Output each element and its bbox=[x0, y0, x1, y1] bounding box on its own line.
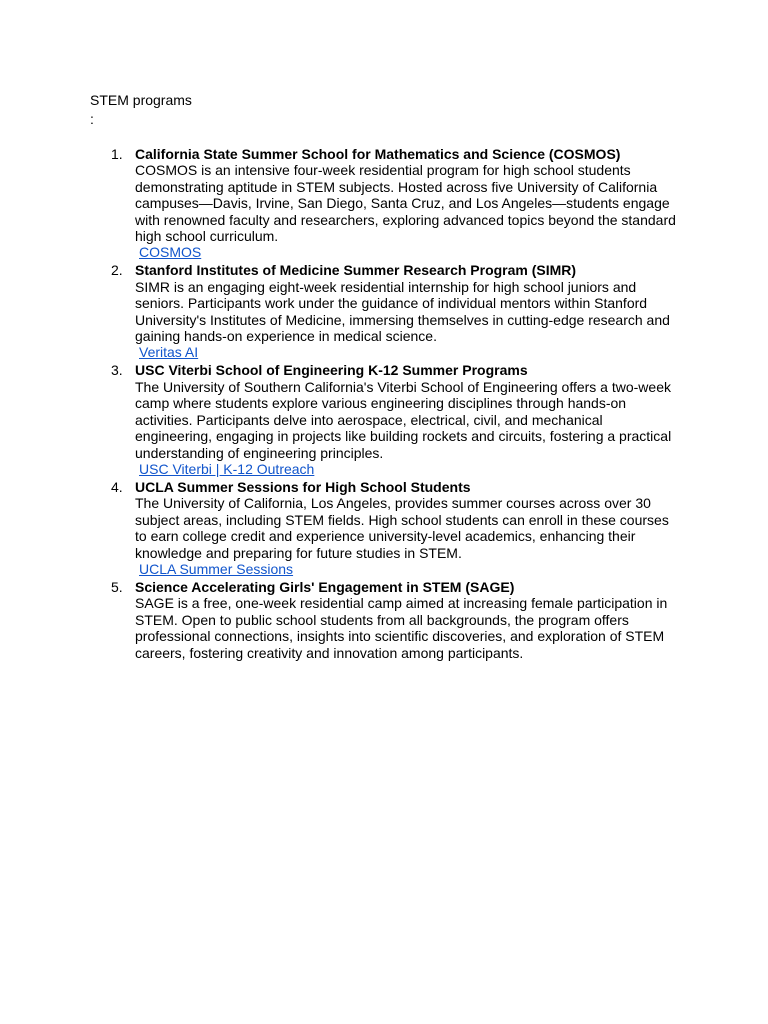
list-item-number: 4. bbox=[111, 478, 123, 495]
list-item bbox=[111, 146, 680, 262]
program-title: UCLA Summer Sessions for High School Students bbox=[135, 478, 471, 495]
list-item-number: 3. bbox=[111, 362, 123, 379]
program-title: Stanford Institutes of Medicine Summer Research Program (SIMR) bbox=[135, 262, 577, 279]
program-link[interactable]: UCLA Summer Sessions bbox=[139, 560, 294, 577]
program-description: SAGE is a free, one-week residential camp aimed at increasing female participation in STEM. Open to public school students from all backgrounds, the program offers professional connections, insights into scientific discoveries, and exploration of STEM careers, fostering creativity and innovation among participants. bbox=[135, 595, 668, 661]
program-title: Science Accelerating Girls' Engagement in STEM (SAGE) bbox=[135, 578, 515, 595]
program-title: USC Viterbi School of Engineering K-12 Summer Programs bbox=[135, 362, 528, 379]
list-item bbox=[111, 478, 680, 579]
program-description: COSMOS is an intensive four-week residential program for high school students demonstrating aptitude in STEM subjects. Hosted across five University of California campuses—Davis, Irvine, San Diego, Santa Cruz, and Los Angeles—students engage with renowned faculty and researchers, exploring advanced topics beyond the standard high school curriculum. bbox=[135, 162, 676, 245]
list-item bbox=[111, 578, 680, 661]
program-description: The University of California, Los Angeles, provides summer courses across over 30 subject areas, including STEM fields. High school students can enroll in these courses to earn college credit and experience university-level academics, enhancing their knowledge and preparing for future studies in STEM. bbox=[135, 495, 669, 561]
list-item-number: 5. bbox=[111, 578, 123, 595]
program-link[interactable]: USC Viterbi | K-12 Outreach bbox=[139, 460, 315, 477]
program-link[interactable]: COSMOS bbox=[139, 244, 202, 261]
list-item bbox=[111, 262, 680, 362]
list-item bbox=[111, 362, 680, 478]
heading-colon: : bbox=[90, 111, 94, 127]
program-description: The University of Southern California's Viterbi School of Engineering offers a two-week camp where students explore various engineering disciplines through hands-on activities. Participants delve into aerospace, electrical, civil, and mechanical engineering, engaging in projects like building rockets and circuits, fostering a practical understanding of engineering principles. bbox=[135, 378, 672, 461]
list-item-number: 2. bbox=[111, 262, 123, 279]
program-link[interactable]: Veritas AI bbox=[139, 344, 199, 361]
program-description: SIMR is an engaging eight-week residential internship for high school juniors and seniors. Participants work under the guidance of individual mentors within Stanford University's Institutes of Medicine, immersing themselves in cutting-edge research and gaining hands-on experience in medical science. bbox=[135, 278, 670, 345]
document-heading: STEM programs bbox=[90, 92, 192, 108]
program-title: California State Summer School for Mathematics and Science (COSMOS) bbox=[135, 146, 621, 162]
list-item-number: 1. bbox=[111, 146, 123, 162]
program-list bbox=[111, 146, 680, 661]
